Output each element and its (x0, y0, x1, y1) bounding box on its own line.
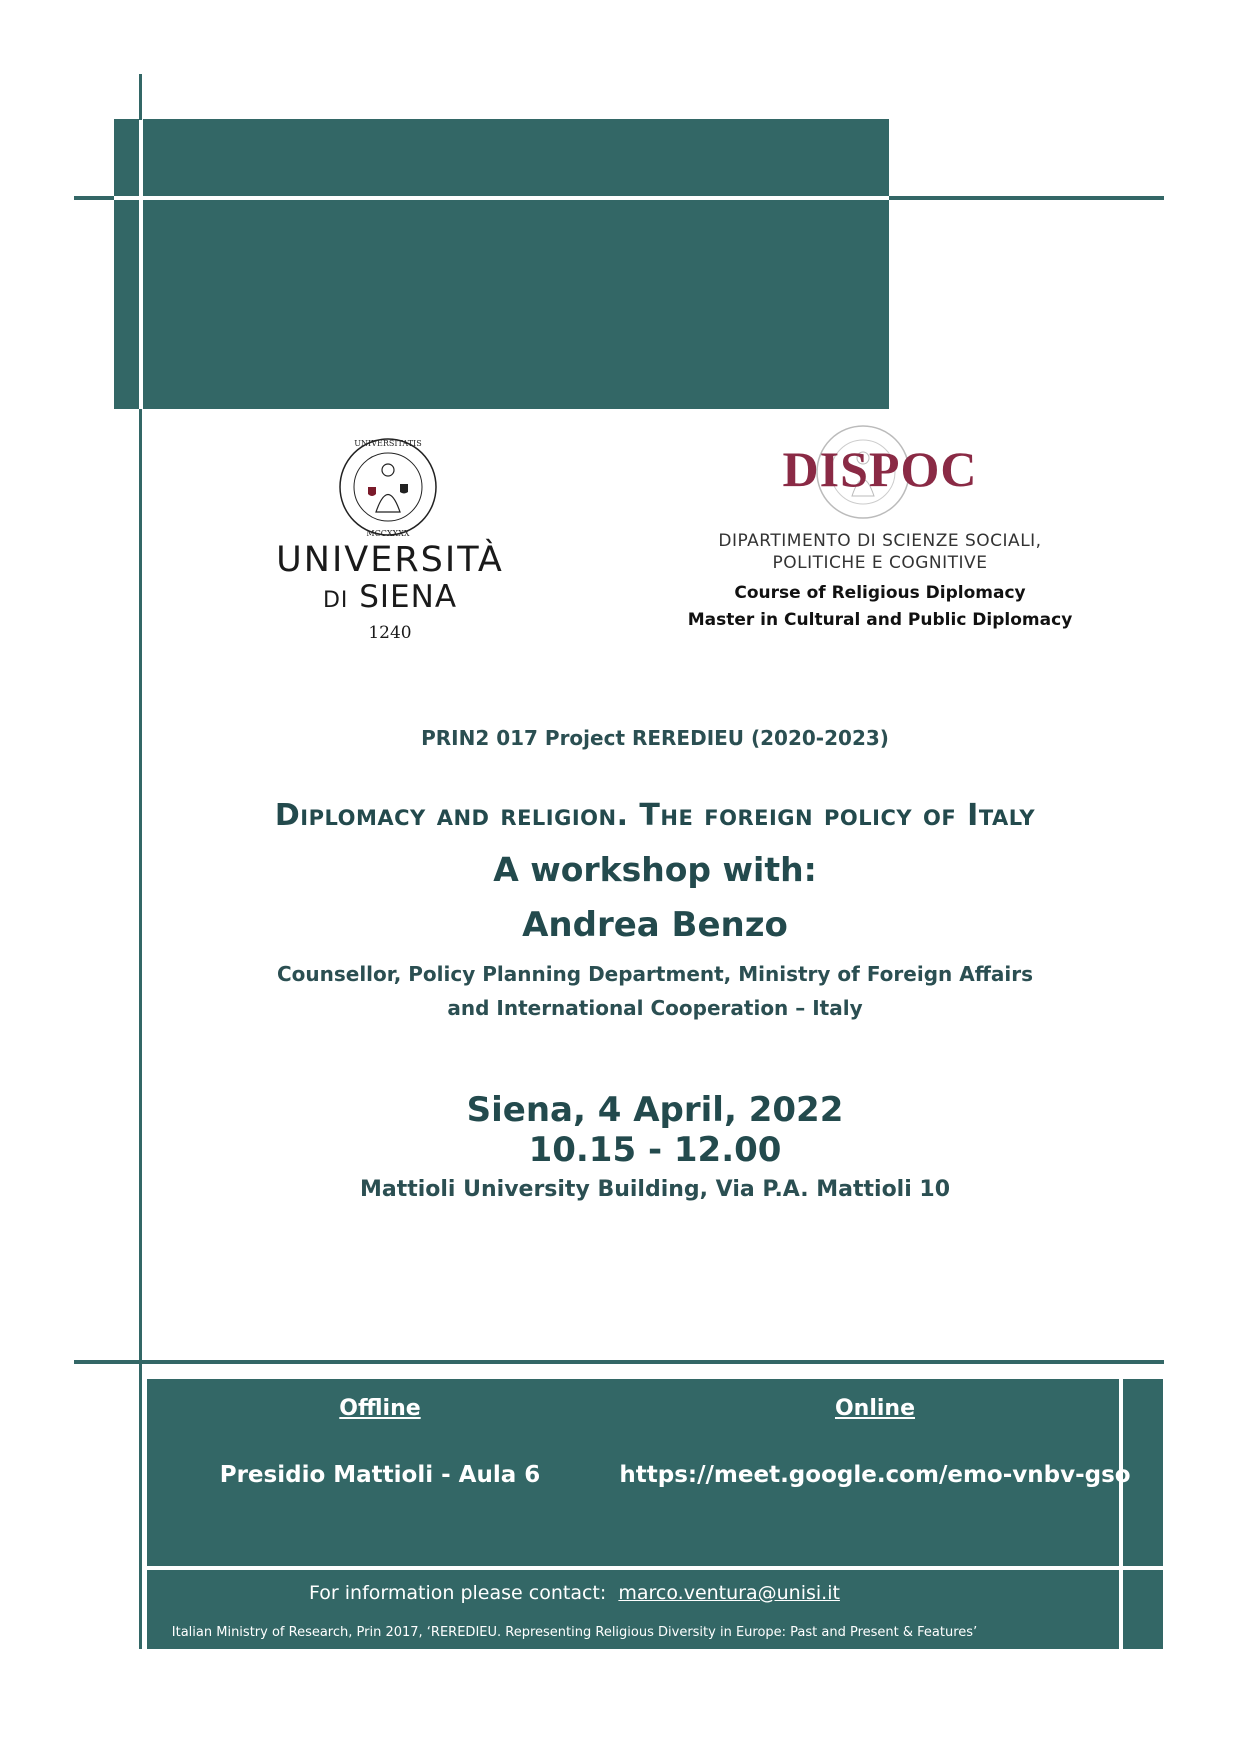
frame-left-line-top (139, 74, 142, 120)
frame-bottom-line (74, 1360, 1164, 1364)
offline-location: Presidio Mattioli - Aula 6 (219, 1462, 541, 1488)
university-seal-icon (328, 432, 448, 542)
online-meeting-link[interactable]: https://meet.google.com/emo-vnbv-gso (619, 1462, 1131, 1488)
event-time: 10.15 - 12.00 (528, 1130, 782, 1170)
dispoc-wordmark: DISPOC (782, 441, 978, 497)
header-decor-block (114, 119, 889, 409)
courses-list: Course of Religious Diplomacy Master in Cultural and Public Diplomacy (687, 583, 1073, 630)
svg-text:UNIVERSITATIS: UNIVERSITATIS (354, 439, 422, 448)
department-name: DIPARTIMENTO DI SCIENZE SOCIALI, POLITICHE E COGNITIVE (718, 531, 1042, 573)
event-date: Siena, 4 April, 2022 (466, 1090, 844, 1130)
speaker-name: Andrea Benzo (522, 905, 788, 945)
funding-note: Italian Ministry of Research, Prin 2017, ‘REREDIEU. Representing Religious Diversity in Europe: Past and Present & Features’ (171, 1625, 978, 1640)
event-subtitle: A workshop with: (493, 850, 817, 889)
speaker-role: Counsellor, Policy Planning Department, Ministry of Foreign Affairs and International Cooperation – Italy (276, 962, 1034, 1020)
contact-line: For information please contact: marco.ventura@unisi.it (309, 1582, 840, 1604)
svg-text:MCCXXXX: MCCXXXX (366, 529, 410, 538)
event-venue: Mattioli University Building, Via P.A. Mattioli 10 (359, 1177, 951, 1202)
online-heading: Online (834, 1396, 916, 1421)
event-title: Diplomacy and religion. The foreign policy of Italy (274, 798, 1036, 833)
contact-email-link[interactable]: marco.ventura@unisi.it (618, 1582, 840, 1604)
university-name: UNIVERSITÀ DI SIENA 1240 (276, 540, 504, 643)
project-line: PRIN2 017 Project REREDIEU (2020-2023) (421, 726, 889, 750)
offline-heading: Offline (339, 1396, 421, 1421)
